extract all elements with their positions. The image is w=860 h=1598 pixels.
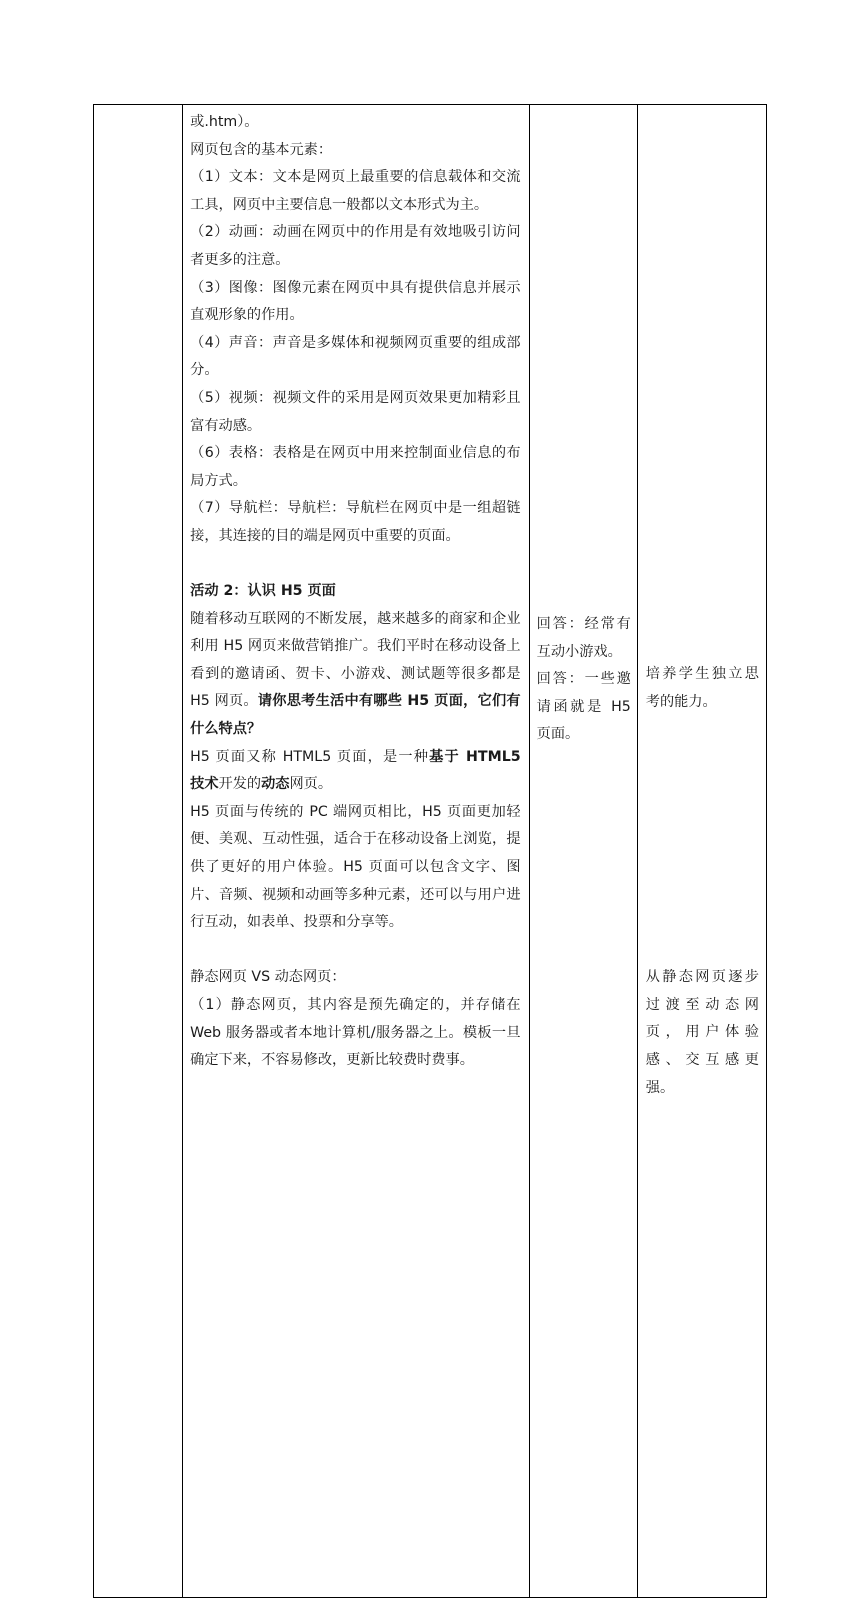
- static-page-description: （1）静态网页，其内容是预先确定的，并存储在 Web 服务器或者本地计算机/服务器之上。模板一旦确定下来，不容易修改，更新比较费时费事。: [190, 997, 521, 1069]
- content-cell: [183, 105, 530, 1598]
- element-navbar: （7）导航栏：导航栏：导航栏在网页中是一组超链接，其连接的目的端是网页中重要的页面。: [190, 500, 521, 544]
- student-answer-2: 回答：一些邀请函就是 H5 页面。: [536, 671, 631, 743]
- design-intent-cell: [637, 105, 766, 1598]
- student-answer-1: 回答：经常有互动小游戏。: [536, 616, 631, 660]
- element-video: （5）视频：视频文件的采用是网页效果更加精彩且富有动感。: [190, 389, 521, 434]
- stage-cell: [94, 105, 183, 1598]
- element-animation: （2）动画：动画在网页中的作用是有效地吸引访问者更多的注意。: [190, 224, 521, 268]
- activity-paragraph: 随着移动互联网的不断发展，越来越多的商家和企业利用 H5 网页来做营销推广。我们平时在移动设备上看到的邀请函、贺卡、小游戏、测试题等很多都是 H5 网页。请你思考生活中有哪些 H5 页面，它们有什么特点？: [190, 610, 521, 738]
- h5-definition: H5 页面又称 HTML5 页面，是一种基于 HTML5 技术开发的动态网页。: [190, 748, 521, 793]
- element-sound: （4）声音：声音是多媒体和视频网页重要的组成部分。: [190, 334, 521, 379]
- elements-heading: 网页包含的基本元素：: [190, 141, 333, 158]
- lesson-plan-table: [93, 104, 767, 1598]
- design-goal-2: 从静态网页逐步过渡至动态网页，用户体验感、交互感更强。: [645, 969, 759, 1096]
- static-vs-dynamic-heading: 静态网页 VS 动态网页：: [190, 969, 346, 986]
- student-activity-cell: [529, 105, 637, 1598]
- activity-title: 活动 2：认识 H5 页面: [190, 583, 336, 600]
- design-goal-1: 培养学生独立思考的能力。: [645, 666, 759, 710]
- intro-line: 或.htm）。: [190, 114, 259, 130]
- element-text: （1）文本：文本是网页上最重要的信息载体和交流工具，网页中主要信息一般都以文本形式为主。: [190, 169, 521, 213]
- element-table: （6）表格：表格是在网页中用来控制面业信息的布局方式。: [190, 445, 521, 489]
- table-row: [94, 105, 767, 1598]
- h5-comparison: H5 页面与传统的 PC 端网页相比，H5 页面更加轻便、美观、互动性强，适合于在移动设备上浏览，提供了更好的用户体验。H5 页面可以包含文字、图片、音频、视频和动画等多种元素，还可以与用户进行互动，如表单、投票和分享等。: [190, 803, 521, 931]
- element-image: （3）图像：图像元素在网页中具有提供信息并展示直观形象的作用。: [190, 279, 521, 324]
